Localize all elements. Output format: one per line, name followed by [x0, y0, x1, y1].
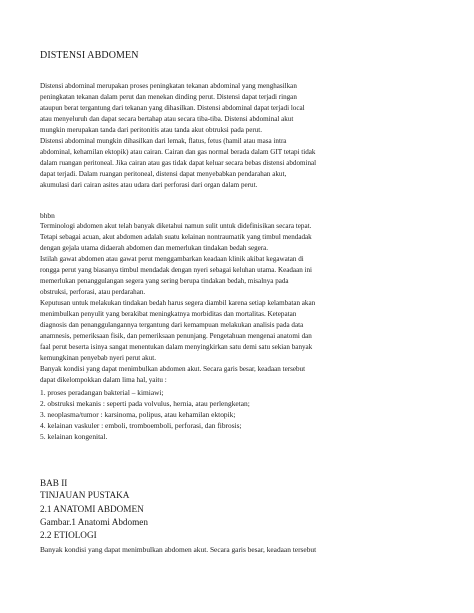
body-line: kemungkinan penyebab nyeri perut akut.: [40, 354, 157, 362]
figure-caption: Gambar.1 Anatomi Abdomen: [40, 517, 148, 527]
document-title: DISTENSI ABDOMEN: [40, 50, 139, 61]
intro-line: peningkatan tekanan dalam perut dan menekan dinding perut. Distensi dapat terjadi ringan: [40, 93, 297, 101]
body-line: Keputusan untuk melakukan tindakan bedah harus segera diambil karena setiap kelambatan akan: [40, 299, 316, 307]
chapter-title: TINJAUAN PUSTAKA: [40, 490, 130, 500]
body-line: diagnosis dan penanggulangannya tergantung dari kemampuan melakukan analisis pada data: [40, 321, 304, 329]
list-item: 5. kelainan kongenital.: [40, 432, 108, 441]
body-line: anamnesis, pemeriksaan fisik, dan pemeriksaan penunjang. Pengetahuan mengenai anatomi dan: [40, 332, 312, 340]
intro-line: mungkin merupakan tanda dari peritonitis atau tanda akut obtruksi pada perut.: [40, 126, 263, 134]
intro-line: ataupun berat tergantung dari tekanan yang dihasilkan. Distensi abdominal dapat terjadi local: [40, 104, 305, 112]
list-item: 2. obstruksi mekanis : seperti pada volvulus, hernia, atau perlengketan;: [40, 399, 250, 408]
intro-line: dalam ruangan peritoneal. Jika cairan atau gas tidak dapat keluar secara bebas distensi abdominal: [40, 159, 317, 167]
section-heading: 2.1 ANATOMI ABDOMEN: [40, 504, 144, 514]
intro-line: atau menyeluruh dan dapat secara bertahap atau secara tiba-tiba. Distensi abdominal akut: [40, 115, 294, 123]
body-line: Terminologi abdomen akut telah banyak diketahui namun sulit untuk didefinisikan secara tepat.: [40, 222, 312, 230]
section-heading: 2.2 ETIOLOGI: [40, 530, 97, 540]
body-line: Banyak kondisi yang dapat menimbulkan abdomen akut. Secara garis besar, keadaan tersebut: [40, 365, 306, 373]
intro-line: Distensi abdominal mungkin dihasilkan dari lemak, flatus, fetus (hamil atau masa intra: [40, 137, 287, 145]
body-line: Istilah gawat abdomen atau gawat perut menggambarkan keadaan klinik akibat kegawatan di: [40, 255, 304, 263]
list-item: 1. proses peradangan bakterial – kimiawi;: [40, 388, 164, 397]
intro-line: abdominal, kehamilan ektopik) atau cairan. Cairan dan gas normal berada dalam GIT tetapi tidak: [40, 148, 316, 156]
intro-line: dapat terjadi. Dalam ruangan peritoneal, distensi dapat menyebabkan pendarahan akut,: [40, 170, 287, 178]
final-line: Banyak kondisi yang dapat menimbulkan abdomen akut. Secara garis besar, keadaan tersebut: [40, 545, 317, 554]
body-line: memerlukan penanggulangan segera yang sering berupa tindakan bedah, misalnya pada: [40, 277, 289, 285]
body-line: dengan gejala utama didaerah abdomen dan memerlukan tindakan bedah segera.: [40, 244, 269, 252]
body-line: faal perut beserta isinya sangat menentukan dalam menyingkirkan satu demi satu sekian banyak: [40, 343, 313, 351]
chapter-label: BAB II: [40, 478, 68, 488]
list-item: 4. kelainan vaskuler : emboli, tromboemboli, perforasi, dan fibrosis;: [40, 421, 242, 430]
intro-line: Distensi abdominal merupakan proses peningkatan tekanan abdominal yang menghasilkan: [40, 82, 297, 90]
body-line: menimbulkan penyulit yang berakibat meningkatnya morbiditas dan mortalitas. Ketepatan: [40, 310, 297, 318]
body-line: rongga perut yang biasanya timbul mendadak dengan nyeri sebagai keluhan utama. Keadaan ini: [40, 266, 313, 274]
body-line: obstruksi, perforasi, atau perdarahan.: [40, 288, 146, 296]
marker-text: bhbn: [40, 211, 55, 220]
intro-line: akumulasi dari cairan asites atau udara dari perforasi dari organ dalam perut.: [40, 181, 258, 189]
list-item: 3. neoplasma/tumor : karsinoma, polipus, atau kehamilan ektopik;: [40, 410, 236, 419]
body-line: dapat dikelompokkan dalam lima hal, yaitu :: [40, 376, 167, 384]
body-line: Tetapi sebagai acuan, akut abdomen adalah suatu kelainan nontraumatik yang timbul mendadak: [40, 233, 312, 241]
